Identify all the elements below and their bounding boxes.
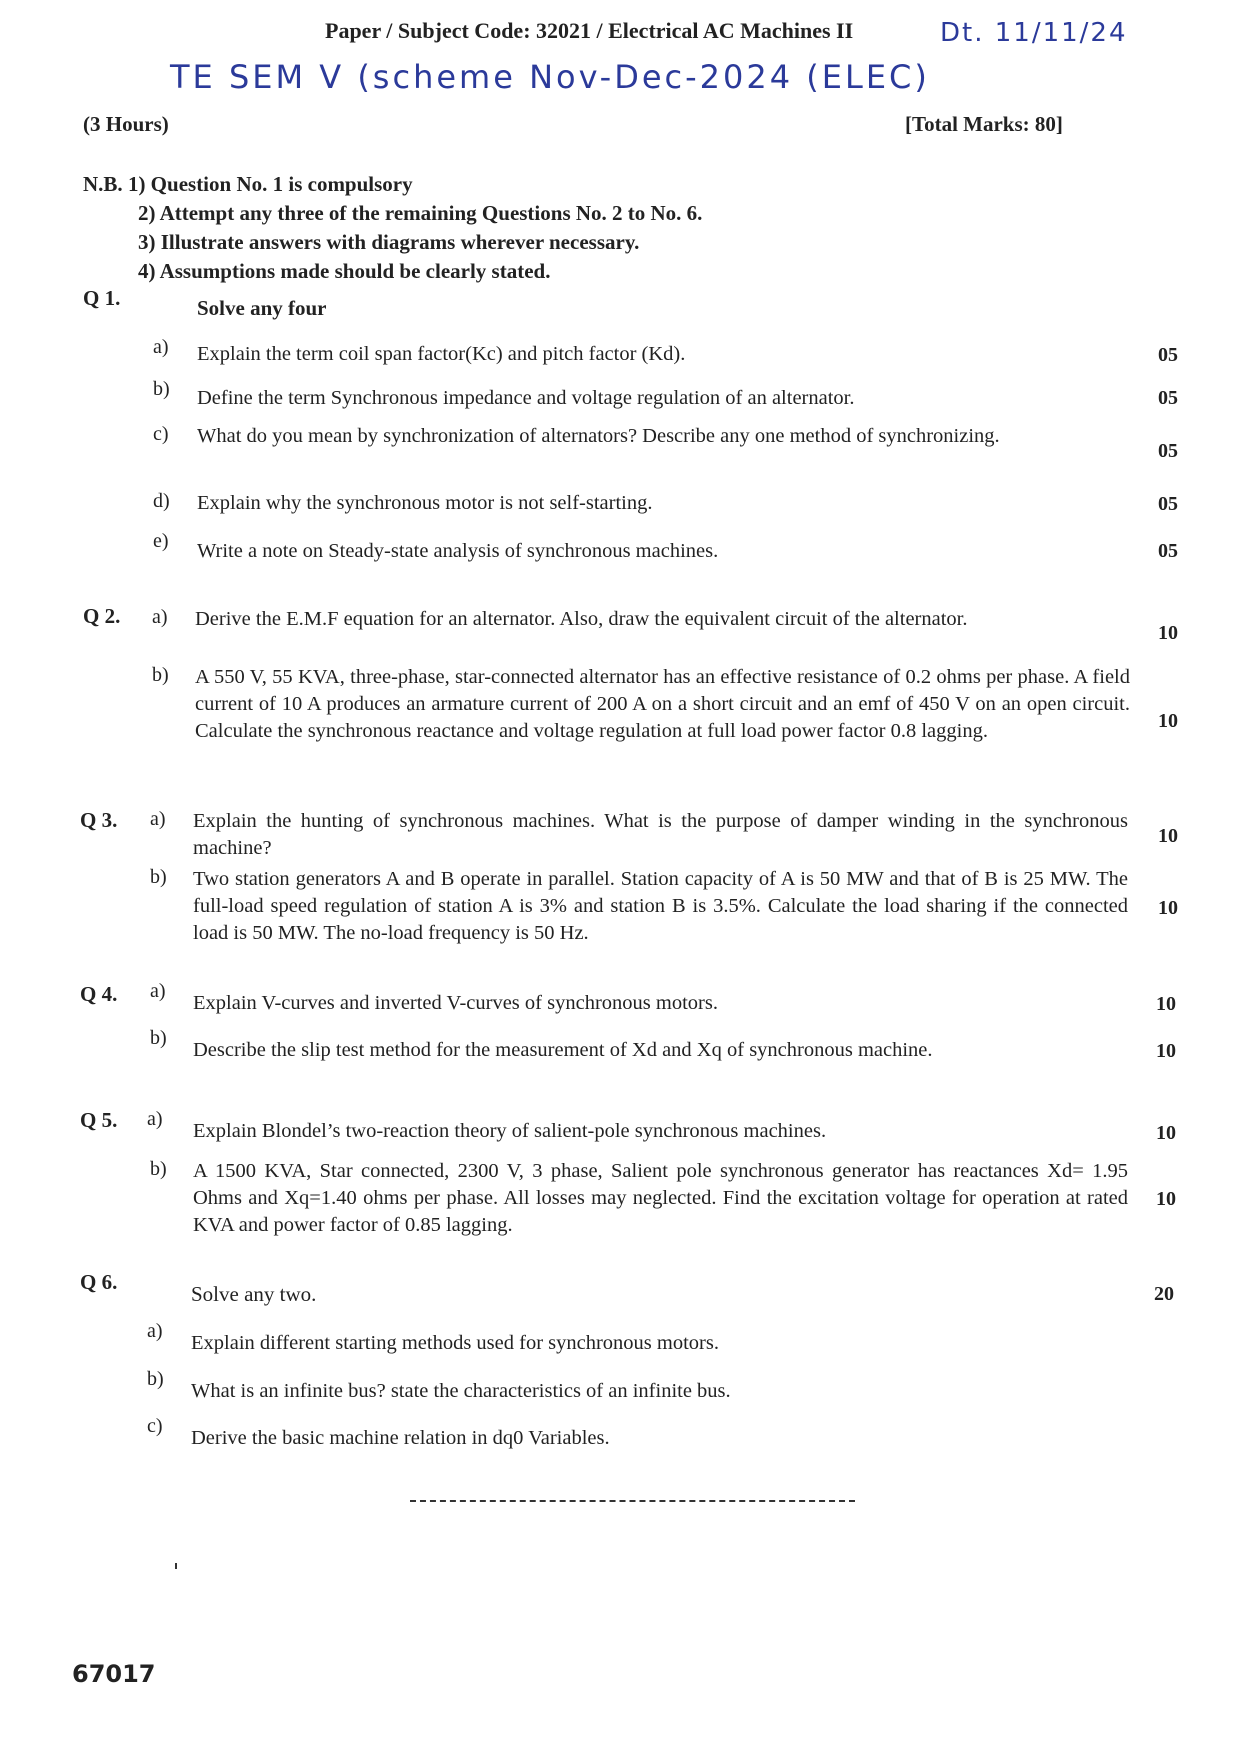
marks: 05 [1158,540,1178,562]
part-label: b) [150,1027,167,1049]
question-text: Describe the slip test method for the measurement of Xd and Xq of synchronous machine. [193,1039,933,1061]
part-label: a) [153,336,169,358]
instruction-text: 1) Question No. 1 is compulsory [127,172,413,196]
stray-mark [175,1563,177,1569]
end-of-paper-divider [410,1500,855,1502]
question-text: Explain different starting methods used for synchronous motors. [191,1332,719,1354]
marks: 05 [1158,440,1178,462]
part-label: b) [152,664,169,686]
marks: 10 [1156,1040,1176,1062]
question-text: Explain why the synchronous motor is not self-starting. [197,492,653,514]
part-label: c) [147,1415,163,1437]
question-text: What is an infinite bus? state the characteristics of an infinite bus. [191,1380,731,1402]
part-label: d) [153,490,170,512]
marks: 10 [1158,897,1178,919]
question-text: Explain the term coil span factor(Kc) and pitch factor (Kd). [197,343,686,365]
instruction-item: 2) Attempt any three of the remaining Questions No. 2 to No. 6. [138,201,703,225]
handwritten-date: Dt. 11/11/24 [940,18,1128,48]
part-label: b) [150,866,167,888]
part-label: b) [147,1368,164,1390]
question-text: Write a note on Steady-state analysis of synchronous machines. [197,540,719,562]
question-text: Explain V-curves and inverted V-curves of synchronous motors. [193,992,718,1014]
question-number: Q 2. [83,604,121,628]
marks: 10 [1156,993,1176,1015]
question-number: Q 6. [80,1270,118,1294]
paper-title: Paper / Subject Code: 32021 / Electrical AC Machines II [325,18,854,43]
question-text: A 550 V, 55 KVA, three-phase, star-connected alternator has an effective resistance of 0.2 ohms per phase. A field current of 10 A produces an armature current of 200 A on a short circuit and an emf of 450 V on an open circuit. Calculate the synchronous reactance and voltage regulation at full load power factor 0.8 lagging. [195,666,1130,742]
part-label: b) [153,378,170,400]
nb-prefix: N.B. [83,172,123,196]
question-number: Q 3. [80,808,118,832]
question-instruction: Solve any four [197,296,327,320]
exam-duration: (3 Hours) [83,112,169,136]
question-instruction: Solve any two. [191,1282,317,1306]
marks: 20 [1154,1283,1174,1305]
part-label: a) [150,808,166,830]
question-text: Explain the hunting of synchronous machines. What is the purpose of damper winding in the synchronous machine? [193,810,1128,859]
marks: 05 [1158,493,1178,515]
marks: 10 [1158,710,1178,732]
part-label: a) [147,1108,163,1130]
paper-code: 67017 [72,1660,156,1688]
question-text: A 1500 KVA, Star connected, 2300 V, 3 phase, Salient pole synchronous generator has reactances Xd= 1.95 Ohms and Xq=1.40 ohms per phase. All losses may neglected. Find the excitation voltage for operation at rated KVA and power factor of 0.85 lagging. [193,1160,1128,1236]
marks: 05 [1158,344,1178,366]
question-text: What do you mean by synchronization of alternators? Describe any one method of synchronizing. [197,425,1000,447]
instruction-item: 3) Illustrate answers with diagrams wherever necessary. [138,230,640,254]
question-number: Q 4. [80,982,118,1006]
question-text: Derive the E.M.F equation for an alternator. Also, draw the equivalent circuit of the alternator. [195,608,968,630]
question-number: Q 1. [83,286,121,310]
question-text: Define the term Synchronous impedance and voltage regulation of an alternator. [197,387,855,409]
marks: 10 [1158,825,1178,847]
instructions [83,170,702,286]
part-label: e) [153,530,169,552]
marks: 05 [1158,387,1178,409]
marks: 10 [1158,622,1178,644]
question-number: Q 5. [80,1108,118,1132]
question-text: Explain Blondel’s two-reaction theory of salient-pole synchronous machines. [193,1120,827,1142]
question-text: Derive the basic machine relation in dq0 Variables. [191,1427,610,1449]
part-label: b) [150,1158,167,1180]
handwritten-note: TE SEM V (scheme Nov-Dec-2024 (ELEC) [170,58,930,96]
instruction-item [83,170,702,199]
question-text: Two station generators A and B operate in parallel. Station capacity of A is 50 MW and that of B is 25 MW. The full-load speed regulation of station A is 3% and station B is 3.5%. Calculate the load sharing if the connected load is 50 MW. The no-load frequency is 50 Hz. [193,868,1128,944]
part-label: a) [152,606,168,628]
instruction-item: 4) Assumptions made should be clearly stated. [138,259,551,283]
part-label: a) [150,980,166,1002]
marks: 10 [1156,1188,1176,1210]
part-label: a) [147,1320,163,1342]
total-marks: [Total Marks: 80] [905,112,1063,136]
marks: 10 [1156,1122,1176,1144]
part-label: c) [153,423,169,445]
